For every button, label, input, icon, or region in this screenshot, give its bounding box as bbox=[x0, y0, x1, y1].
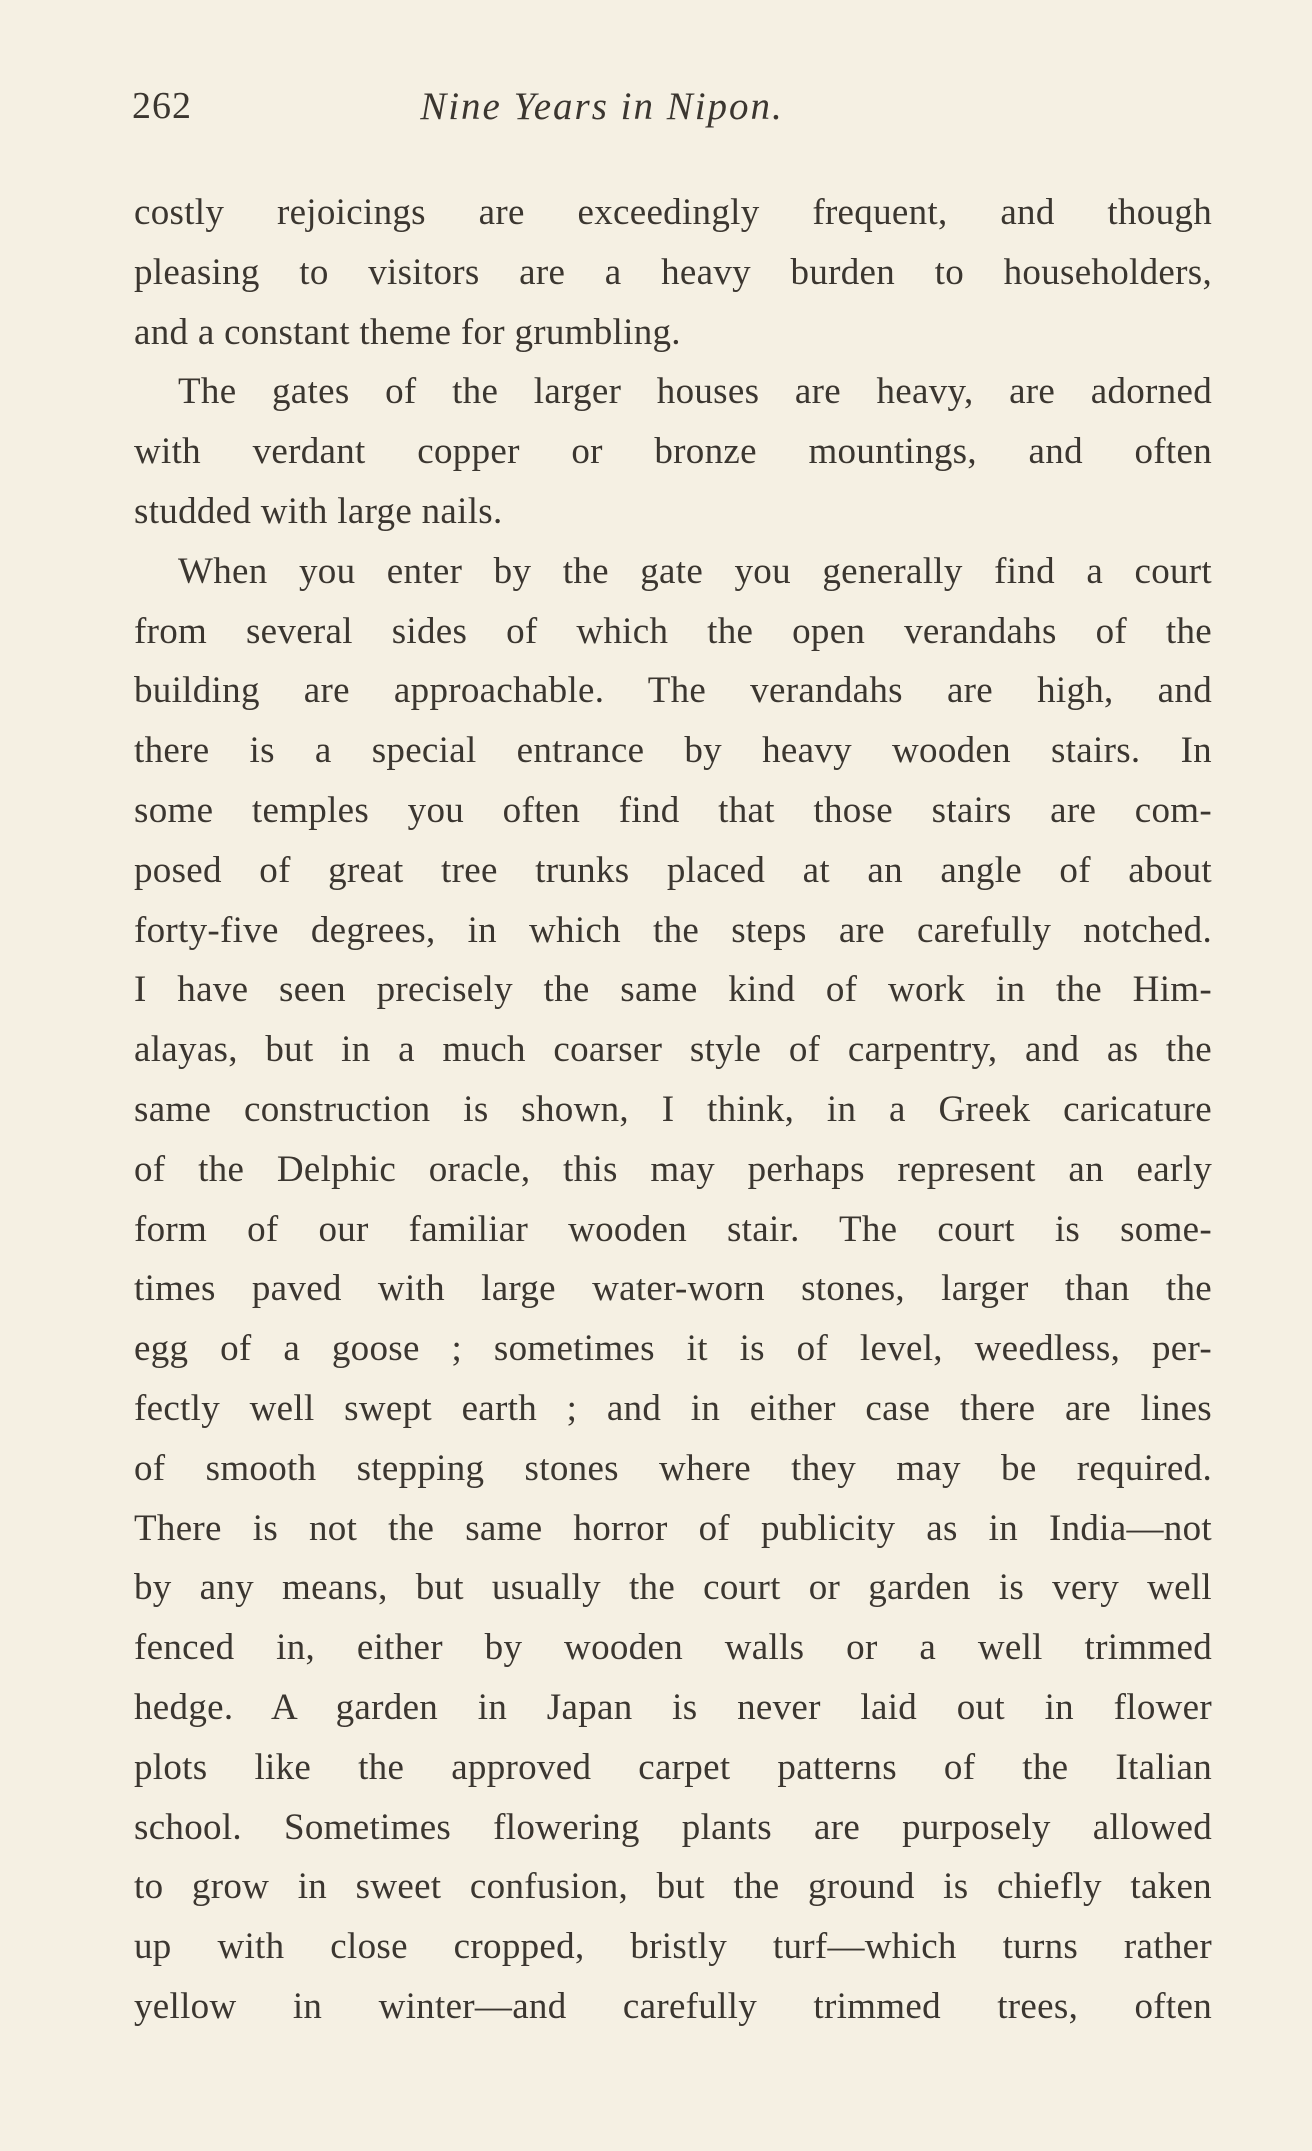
text-line: The gates of the larger houses are heavy, are adorned bbox=[178, 371, 1212, 413]
text-line: fenced in, either by wooden walls or a well trimmed bbox=[134, 1627, 1212, 1669]
text-line: costly rejoicings are exceedingly frequent, and though bbox=[134, 192, 1212, 233]
text-line: hedge. A garden in Japan is never laid out in flower bbox=[134, 1686, 1212, 1728]
text-line: fectly well swept earth ; and in either case there are lines bbox=[134, 1387, 1212, 1429]
body-text bbox=[134, 183, 1212, 2037]
page-header bbox=[132, 84, 1212, 140]
text-line: some temples you often find that those stairs are com- bbox=[134, 789, 1212, 831]
text-line: times paved with large water-worn stones, larger than the bbox=[134, 1268, 1212, 1310]
text-line: alayas, but in a much coarser style of carpentry, and as the bbox=[134, 1029, 1212, 1071]
text-line: plots like the approved carpet patterns of the Italian bbox=[134, 1746, 1212, 1788]
text-line: and a constant theme for grumbling. bbox=[134, 311, 681, 353]
text-line: building are approachable. The verandahs are high, and bbox=[134, 670, 1212, 712]
text-line: to grow in sweet confusion, but the ground is chiefly taken bbox=[134, 1866, 1212, 1908]
text-line: studded with large nails. bbox=[134, 490, 503, 532]
text-line: by any means, but usually the court or garden is very well bbox=[134, 1567, 1212, 1609]
text-line: of the Delphic oracle, this may perhaps represent an early bbox=[134, 1148, 1212, 1190]
text-line: from several sides of which the open verandahs of the bbox=[134, 610, 1212, 652]
text-line: same construction is shown, I think, in a Greek caricature bbox=[134, 1088, 1212, 1130]
text-line: pleasing to visitors are a heavy burden to householders, bbox=[134, 251, 1212, 293]
text-line: yellow in winter—and carefully trimmed trees, often bbox=[134, 1985, 1212, 2027]
running-title: Nine Years in Nipon. bbox=[420, 85, 784, 128]
text-line: with verdant copper or bronze mountings, and often bbox=[134, 431, 1212, 473]
page-number: 262 bbox=[132, 85, 192, 127]
text-line: school. Sometimes flowering plants are purposely allowed bbox=[134, 1806, 1212, 1848]
text-line: egg of a goose ; sometimes it is of level, weedless, per- bbox=[134, 1328, 1212, 1370]
text-line: of smooth stepping stones where they may be required. bbox=[134, 1447, 1212, 1489]
text-line: up with close cropped, bristly turf—which turns rather bbox=[134, 1926, 1212, 1968]
text-line: I have seen precisely the same kind of work in the Him- bbox=[134, 969, 1212, 1011]
text-line: There is not the same horror of publicity as in India—not bbox=[134, 1507, 1212, 1549]
text-line: form of our familiar wooden stair. The court is some- bbox=[134, 1208, 1212, 1250]
text-line: forty-five degrees, in which the steps are carefully notched. bbox=[134, 909, 1212, 951]
text-line: there is a special entrance by heavy wooden stairs. In bbox=[134, 730, 1212, 772]
text-line: posed of great tree trunks placed at an angle of about bbox=[134, 849, 1212, 891]
text-line: When you enter by the gate you generally find a court bbox=[178, 550, 1212, 592]
